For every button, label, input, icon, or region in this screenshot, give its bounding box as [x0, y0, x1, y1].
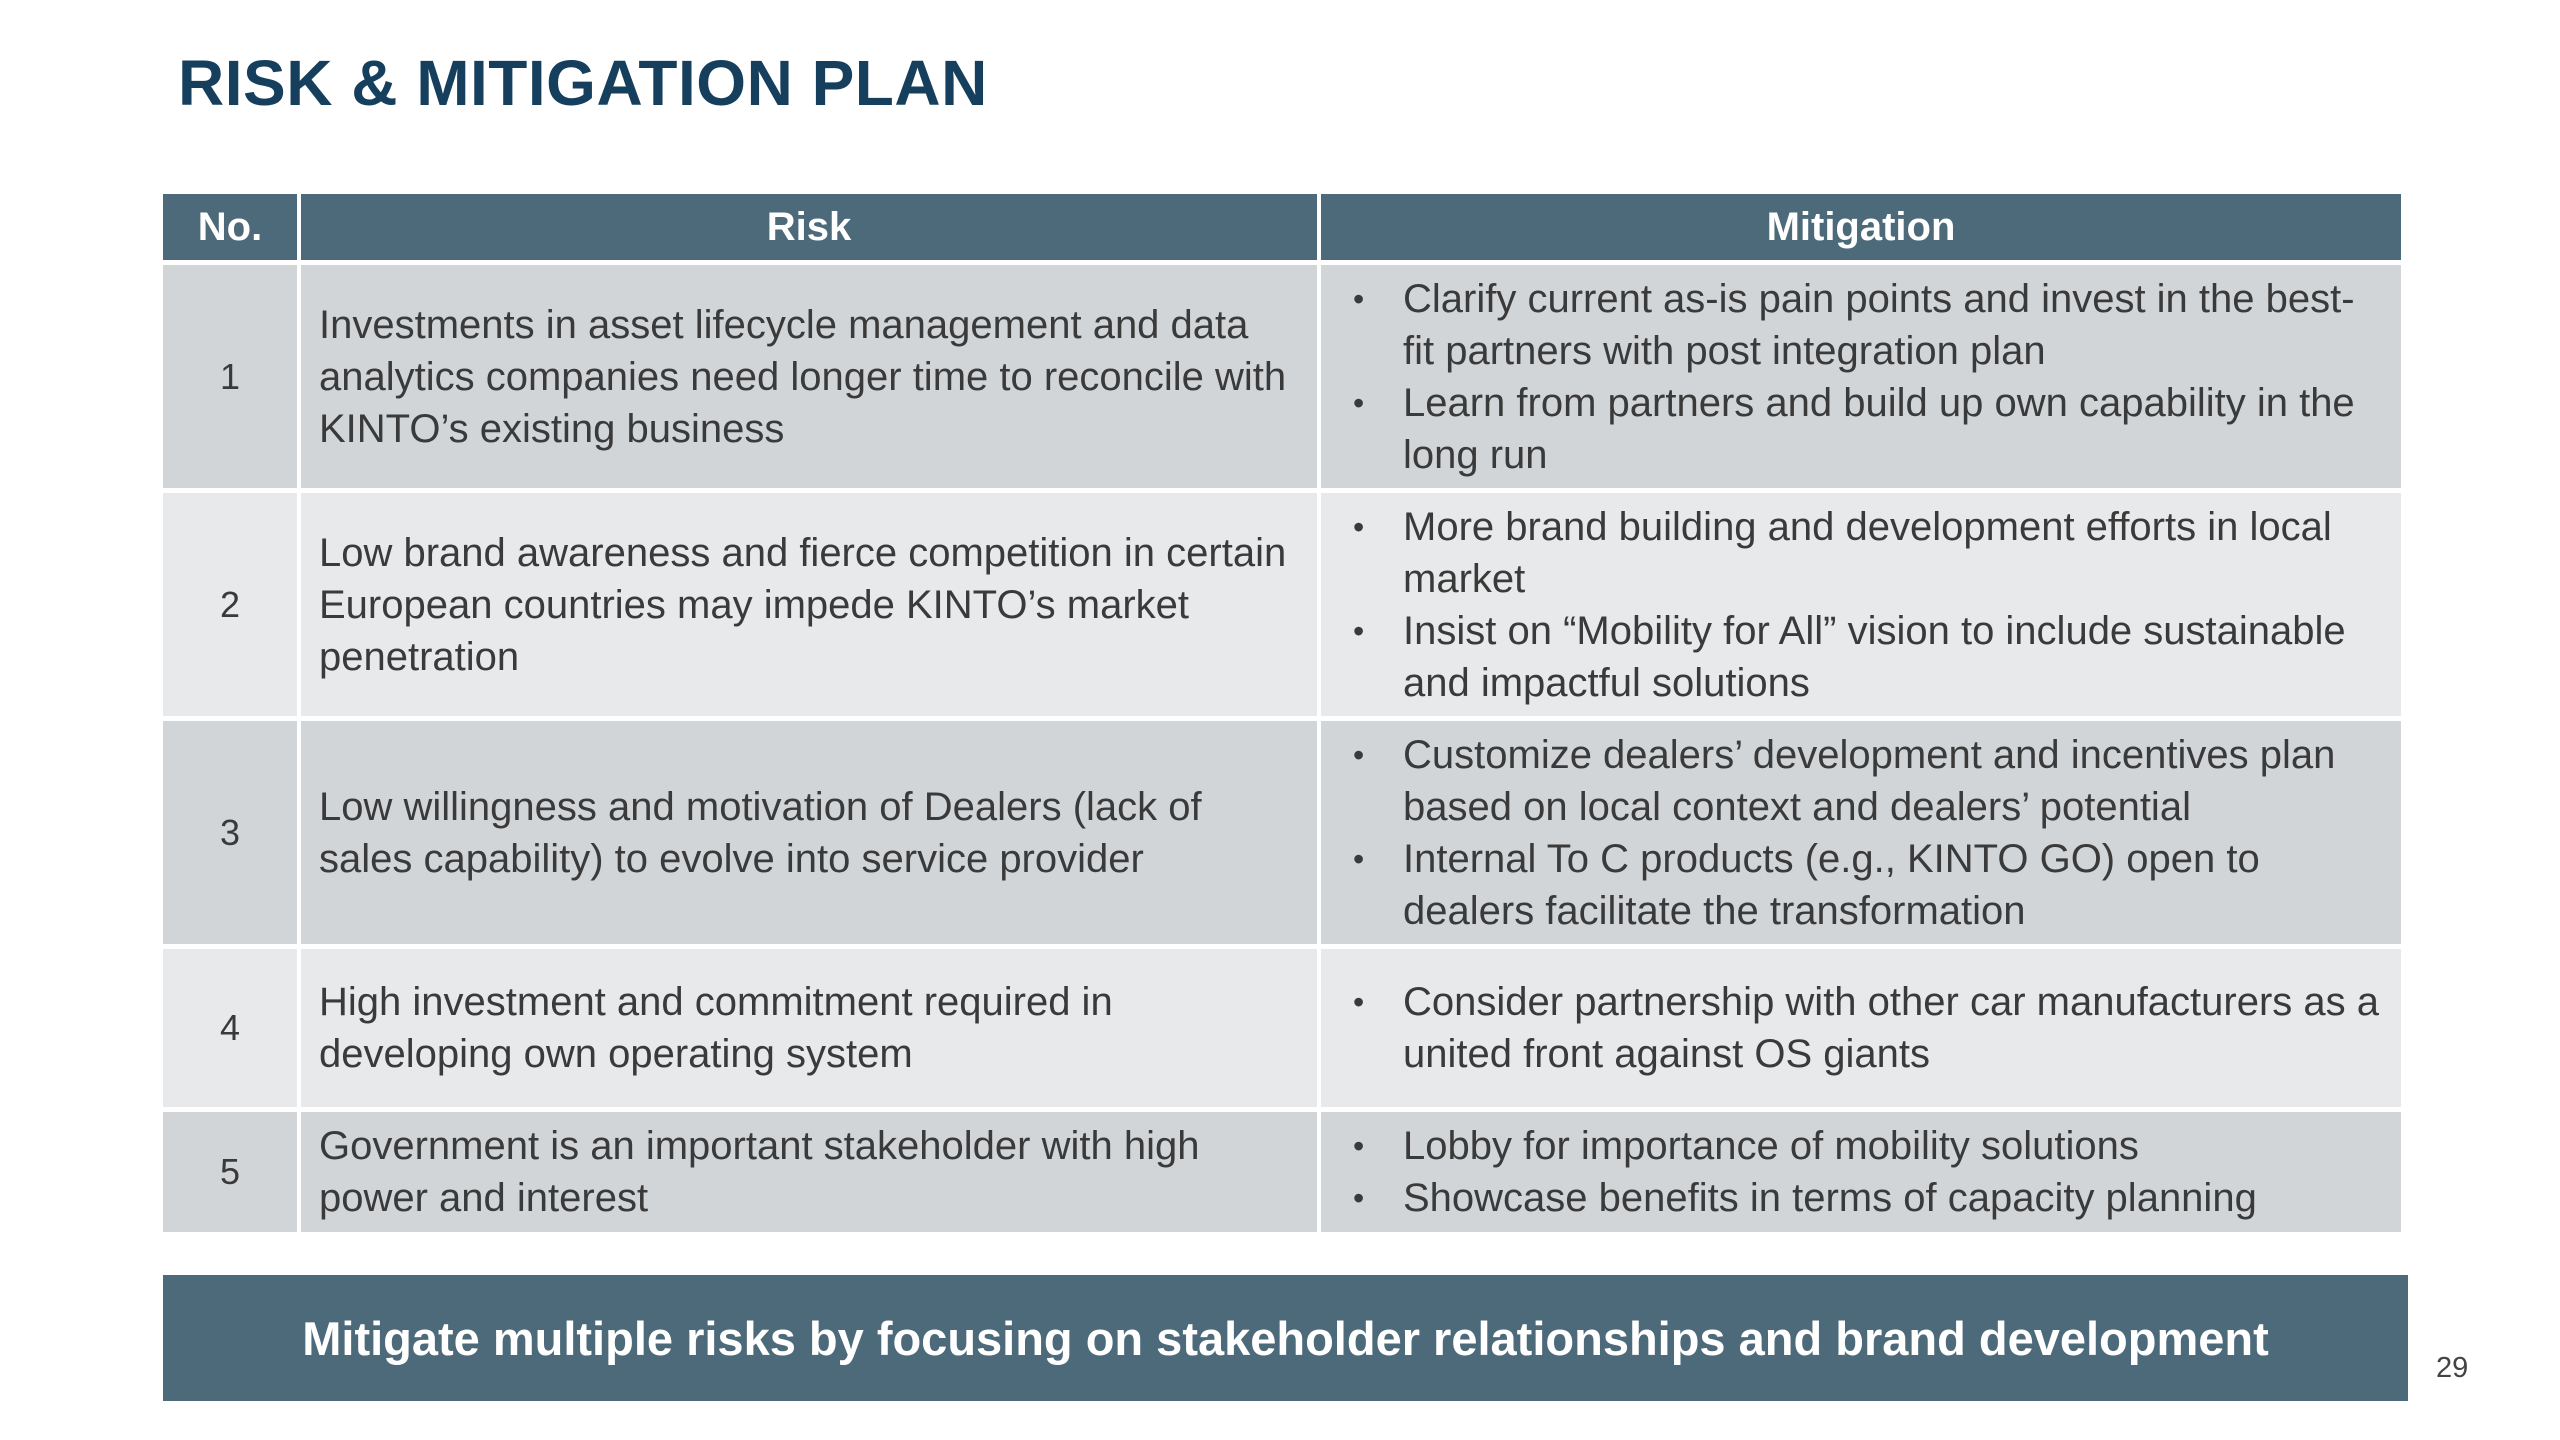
mitigation-cell [1321, 721, 2401, 944]
table-row [163, 493, 2401, 716]
row-number: 3 [163, 721, 297, 944]
mitigation-item: • Insist on “Mobility for All” vision to include sustainable and impactful solutions [1341, 605, 2383, 709]
row-number: 5 [163, 1112, 297, 1232]
risk-text: Low willingness and motivation of Dealers (lack of sales capability) to evolve into service provider [301, 721, 1317, 944]
mitigation-list [1341, 273, 2383, 481]
mitigation-cell [1321, 949, 2401, 1107]
risk-text: Investments in asset lifecycle management and data analytics companies need longer time to reconcile with KINTO’s existing business [301, 265, 1317, 488]
table-header-row [163, 194, 2401, 260]
header-risk: Risk [301, 194, 1317, 260]
row-number: 4 [163, 949, 297, 1107]
table-row [163, 265, 2401, 488]
mitigation-list [1341, 501, 2383, 709]
row-number: 1 [163, 265, 297, 488]
header-mitigation: Mitigation [1321, 194, 2401, 260]
mitigation-item: • Clarify current as-is pain points and invest in the best-fit partners with post integration plan [1341, 273, 2383, 377]
mitigation-item: • Showcase benefits in terms of capacity planning [1341, 1172, 2383, 1224]
risk-mitigation-table [159, 189, 2405, 1237]
mitigation-item: • Consider partnership with other car manufacturers as a united front against OS giants [1341, 976, 2383, 1080]
risk-text: High investment and commitment required in developing own operating system [301, 949, 1317, 1107]
mitigation-list [1341, 976, 2383, 1080]
risk-text: Low brand awareness and fierce competition in certain European countries may impede KINTO’s market penetration [301, 493, 1317, 716]
banner-text: Mitigate multiple risks by focusing on stakeholder relationships and brand development [302, 1311, 2269, 1365]
page-title: RISK & MITIGATION PLAN [178, 47, 988, 119]
mitigation-cell [1321, 1112, 2401, 1232]
mitigation-list [1341, 729, 2383, 937]
row-number: 2 [163, 493, 297, 716]
mitigation-item: • Lobby for importance of mobility solutions [1341, 1120, 2383, 1172]
table-row [163, 1112, 2401, 1232]
mitigation-cell [1321, 265, 2401, 488]
risk-text: Government is an important stakeholder with high power and interest [301, 1112, 1317, 1232]
mitigation-item: • Customize dealers’ development and incentives plan based on local context and dealers’ potential [1341, 729, 2383, 833]
header-no: No. [163, 194, 297, 260]
table-row [163, 721, 2401, 944]
table-row [163, 949, 2401, 1107]
mitigation-item: • More brand building and development efforts in local market [1341, 501, 2383, 605]
mitigation-item: • Learn from partners and build up own capability in the long run [1341, 377, 2383, 481]
mitigation-cell [1321, 493, 2401, 716]
mitigation-item: • Internal To C products (e.g., KINTO GO) open to dealers facilitate the transformation [1341, 833, 2383, 937]
key-message-banner [163, 1275, 2408, 1401]
page-number: 29 [2436, 1352, 2469, 1384]
mitigation-list [1341, 1120, 2383, 1224]
